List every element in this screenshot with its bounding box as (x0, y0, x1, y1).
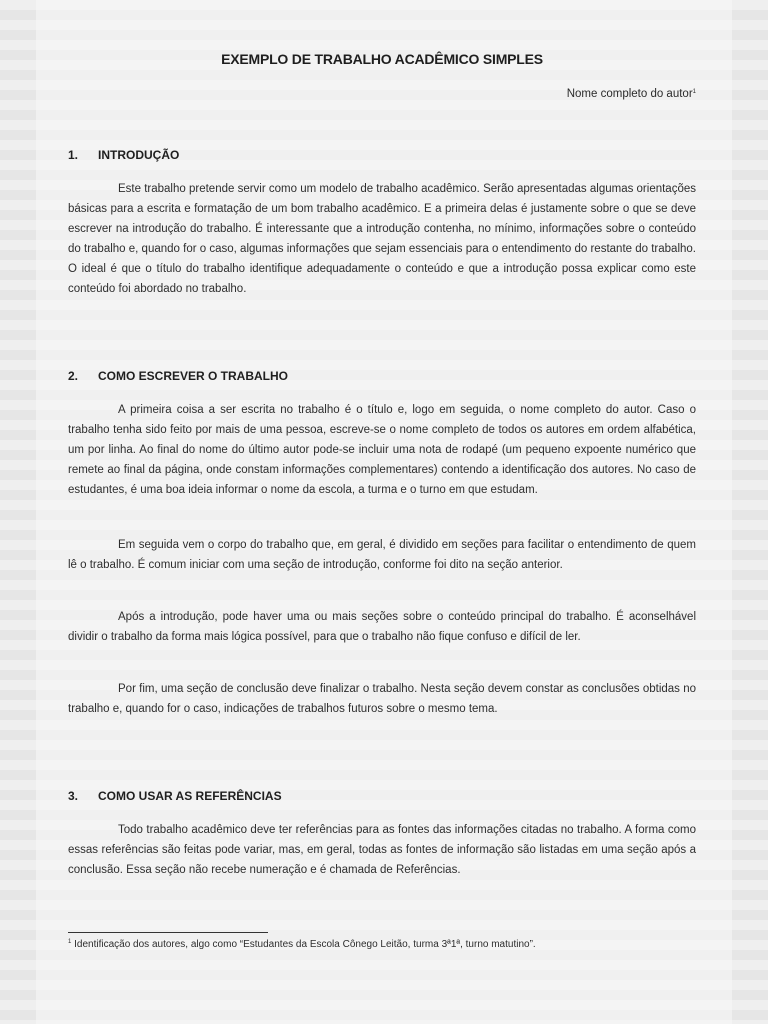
paragraph: Todo trabalho acadêmico deve ter referências para as fontes das informações citadas no trabalho. A forma como essas referências são feitas pode variar, mas, em geral, todas as fontes de informação são listadas em uma seção após a conclusão. Essa seção não recebe numeração e é chamada de Referências. (68, 824, 696, 876)
section-title: INTRODUÇÃO (98, 148, 180, 162)
paragraph: Este trabalho pretende servir como um modelo de trabalho acadêmico. Serão apresentadas algumas orientações básicas para a escrita e formatação de um bom trabalho acadêmico. E a primeira delas é justamente sobre o que se deve escrever na introdução do trabalho. É interessante que a introdução contenha, no mínimo, informações sobre o conteúdo do trabalho e, quando for o caso, algumas informações que sejam essenciais para o entendimento do restante do trabalho. O ideal é que o título do trabalho identifique adequadamente o conteúdo e que a introdução possa explicar como este conteúdo foi abordado no trabalho. (68, 183, 696, 295)
section-heading-referencias (68, 789, 282, 803)
paragraph: Em seguida vem o corpo do trabalho que, em geral, é dividido em seções para facilitar o entendimento de quem lê o trabalho. É comum iniciar com uma seção de introdução, conforme foi dito na seção anterior. (68, 539, 696, 571)
document-page (36, 0, 732, 1024)
section-number: 3. (68, 789, 79, 803)
author-footnote-mark: 1 (692, 89, 696, 95)
paragraph: Após a introdução, pode haver uma ou mais seções sobre o conteúdo principal do trabalho. É aconselhável dividir o trabalho da forma mais lógica possível, para que o trabalho não fique confuso e difícil de ler. (68, 611, 696, 643)
footnote-separator (68, 932, 268, 933)
section-heading-introducao (68, 148, 179, 162)
footnote (68, 939, 536, 950)
section-number: 1. (68, 148, 79, 162)
paragraph: Por fim, uma seção de conclusão deve finalizar o trabalho. Nesta seção devem constar as conclusões obtidas no trabalho e, quando for o caso, indicações de trabalhos futuros sobre o mesmo tema. (68, 683, 696, 715)
footnote-mark: 1 (68, 939, 72, 945)
section-heading-como-escrever (68, 369, 288, 383)
author-name: Nome completo do autor (566, 88, 693, 100)
document-title: EXEMPLO DE TRABALHO ACADÊMICO SIMPLES (221, 51, 543, 67)
section-number: 2. (68, 369, 79, 383)
paragraph: A primeira coisa a ser escrita no trabalho é o título e, logo em seguida, o nome completo do autor. Caso o trabalho tenha sido feito por mais de uma pessoa, escreve-se o nome completo de todos os autores em ordem alfabética, um por linha. Ao final do nome do último autor pode-se incluir uma nota de rodapé (um pequeno expoente numérico que remete ao final da página, onde constam informações complementares) contendo a identificação dos autores. No caso de estudantes, é uma boa ideia informar o nome da escola, a turma e o turno em que estudam. (68, 404, 696, 496)
section-title: COMO ESCREVER O TRABALHO (98, 369, 289, 383)
footnote-text: Identificação dos autores, algo como “Estudantes da Escola Cônego Leitão, turma 3ª1ª, turno matutino”. (74, 939, 536, 950)
author-line (567, 88, 696, 100)
section-title: COMO USAR AS REFERÊNCIAS (98, 789, 282, 803)
